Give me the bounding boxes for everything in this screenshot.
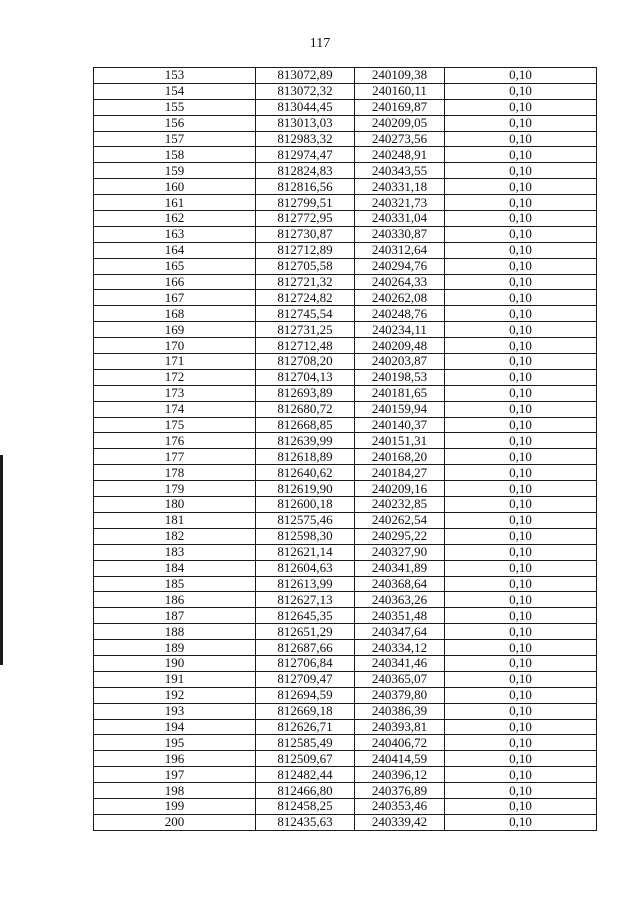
- y-coordinate-cell: 240331,18: [355, 179, 445, 195]
- point-number-cell: 182: [94, 528, 256, 544]
- table-row: [94, 798, 597, 814]
- y-coordinate-cell: 240295,22: [355, 528, 445, 544]
- accuracy-cell: 0,10: [445, 401, 597, 417]
- accuracy-cell: 0,10: [445, 417, 597, 433]
- x-coordinate-cell: 813013,03: [256, 115, 355, 131]
- x-coordinate-cell: 812704,13: [256, 369, 355, 385]
- x-coordinate-cell: 812974,47: [256, 147, 355, 163]
- table-row: [94, 687, 597, 703]
- table-row: [94, 528, 597, 544]
- x-coordinate-cell: 812772,95: [256, 211, 355, 227]
- accuracy-cell: 0,10: [445, 274, 597, 290]
- y-coordinate-cell: 240341,89: [355, 560, 445, 576]
- point-number-cell: 184: [94, 560, 256, 576]
- accuracy-cell: 0,10: [445, 544, 597, 560]
- accuracy-cell: 0,10: [445, 68, 597, 84]
- x-coordinate-cell: 812575,46: [256, 512, 355, 528]
- point-number-cell: 174: [94, 401, 256, 417]
- table-row: [94, 163, 597, 179]
- point-number-cell: 187: [94, 608, 256, 624]
- x-coordinate-cell: 812745,54: [256, 306, 355, 322]
- y-coordinate-cell: 240209,05: [355, 115, 445, 131]
- table-row: [94, 290, 597, 306]
- table-row: [94, 83, 597, 99]
- x-coordinate-cell: 813072,32: [256, 83, 355, 99]
- accuracy-cell: 0,10: [445, 481, 597, 497]
- x-coordinate-cell: 812598,30: [256, 528, 355, 544]
- point-number-cell: 173: [94, 385, 256, 401]
- y-coordinate-cell: 240414,59: [355, 751, 445, 767]
- point-number-cell: 183: [94, 544, 256, 560]
- accuracy-cell: 0,10: [445, 497, 597, 513]
- point-number-cell: 179: [94, 481, 256, 497]
- point-number-cell: 156: [94, 115, 256, 131]
- y-coordinate-cell: 240248,91: [355, 147, 445, 163]
- x-coordinate-cell: 812613,99: [256, 576, 355, 592]
- accuracy-cell: 0,10: [445, 767, 597, 783]
- y-coordinate-cell: 240363,26: [355, 592, 445, 608]
- point-number-cell: 161: [94, 195, 256, 211]
- point-number-cell: 186: [94, 592, 256, 608]
- y-coordinate-cell: 240321,73: [355, 195, 445, 211]
- y-coordinate-cell: 240294,76: [355, 258, 445, 274]
- point-number-cell: 159: [94, 163, 256, 179]
- y-coordinate-cell: 240273,56: [355, 131, 445, 147]
- y-coordinate-cell: 240341,46: [355, 655, 445, 671]
- table-row: [94, 385, 597, 401]
- x-coordinate-cell: 812640,62: [256, 465, 355, 481]
- accuracy-cell: 0,10: [445, 671, 597, 687]
- accuracy-cell: 0,10: [445, 131, 597, 147]
- table-row: [94, 99, 597, 115]
- point-number-cell: 176: [94, 433, 256, 449]
- table-row: [94, 767, 597, 783]
- point-number-cell: 162: [94, 211, 256, 227]
- x-coordinate-cell: 812721,32: [256, 274, 355, 290]
- point-number-cell: 196: [94, 751, 256, 767]
- y-coordinate-cell: 240198,53: [355, 369, 445, 385]
- table-row: [94, 338, 597, 354]
- x-coordinate-cell: 812712,48: [256, 338, 355, 354]
- accuracy-cell: 0,10: [445, 687, 597, 703]
- y-coordinate-cell: 240184,27: [355, 465, 445, 481]
- table-row: [94, 401, 597, 417]
- y-coordinate-cell: 240160,11: [355, 83, 445, 99]
- x-coordinate-cell: 813072,89: [256, 68, 355, 84]
- accuracy-cell: 0,10: [445, 242, 597, 258]
- accuracy-cell: 0,10: [445, 211, 597, 227]
- x-coordinate-cell: 812600,18: [256, 497, 355, 513]
- point-number-cell: 194: [94, 719, 256, 735]
- accuracy-cell: 0,10: [445, 306, 597, 322]
- y-coordinate-cell: 240347,64: [355, 624, 445, 640]
- x-coordinate-cell: 812693,89: [256, 385, 355, 401]
- point-number-cell: 199: [94, 798, 256, 814]
- table-row: [94, 242, 597, 258]
- y-coordinate-cell: 240159,94: [355, 401, 445, 417]
- y-coordinate-cell: 240262,54: [355, 512, 445, 528]
- x-coordinate-cell: 812645,35: [256, 608, 355, 624]
- point-number-cell: 185: [94, 576, 256, 592]
- point-number-cell: 157: [94, 131, 256, 147]
- table-row: [94, 783, 597, 799]
- accuracy-cell: 0,10: [445, 798, 597, 814]
- point-number-cell: 181: [94, 512, 256, 528]
- coordinates-table-body: [94, 68, 597, 831]
- table-row: [94, 560, 597, 576]
- accuracy-cell: 0,10: [445, 655, 597, 671]
- x-coordinate-cell: 812669,18: [256, 703, 355, 719]
- accuracy-cell: 0,10: [445, 512, 597, 528]
- y-coordinate-cell: 240140,37: [355, 417, 445, 433]
- x-coordinate-cell: 812731,25: [256, 322, 355, 338]
- table-row: [94, 735, 597, 751]
- y-coordinate-cell: 240376,89: [355, 783, 445, 799]
- point-number-cell: 191: [94, 671, 256, 687]
- accuracy-cell: 0,10: [445, 783, 597, 799]
- y-coordinate-cell: 240209,48: [355, 338, 445, 354]
- y-coordinate-cell: 240209,16: [355, 481, 445, 497]
- y-coordinate-cell: 240353,46: [355, 798, 445, 814]
- table-row: [94, 322, 597, 338]
- y-coordinate-cell: 240368,64: [355, 576, 445, 592]
- point-number-cell: 166: [94, 274, 256, 290]
- x-coordinate-cell: 812730,87: [256, 226, 355, 242]
- x-coordinate-cell: 812466,80: [256, 783, 355, 799]
- x-coordinate-cell: 812619,90: [256, 481, 355, 497]
- point-number-cell: 158: [94, 147, 256, 163]
- accuracy-cell: 0,10: [445, 115, 597, 131]
- point-number-cell: 170: [94, 338, 256, 354]
- y-coordinate-cell: 240386,39: [355, 703, 445, 719]
- coordinates-table: [93, 67, 597, 831]
- x-coordinate-cell: 812687,66: [256, 640, 355, 656]
- accuracy-cell: 0,10: [445, 528, 597, 544]
- x-coordinate-cell: 812706,84: [256, 655, 355, 671]
- x-coordinate-cell: 812639,99: [256, 433, 355, 449]
- table-row: [94, 417, 597, 433]
- x-coordinate-cell: 812651,29: [256, 624, 355, 640]
- table-row: [94, 195, 597, 211]
- accuracy-cell: 0,10: [445, 385, 597, 401]
- point-number-cell: 195: [94, 735, 256, 751]
- accuracy-cell: 0,10: [445, 354, 597, 370]
- point-number-cell: 180: [94, 497, 256, 513]
- table-row: [94, 640, 597, 656]
- table-row: [94, 481, 597, 497]
- y-coordinate-cell: 240339,42: [355, 814, 445, 830]
- point-number-cell: 172: [94, 369, 256, 385]
- table-row: [94, 751, 597, 767]
- accuracy-cell: 0,10: [445, 369, 597, 385]
- accuracy-cell: 0,10: [445, 719, 597, 735]
- point-number-cell: 160: [94, 179, 256, 195]
- accuracy-cell: 0,10: [445, 751, 597, 767]
- accuracy-cell: 0,10: [445, 83, 597, 99]
- accuracy-cell: 0,10: [445, 179, 597, 195]
- accuracy-cell: 0,10: [445, 814, 597, 830]
- accuracy-cell: 0,10: [445, 290, 597, 306]
- point-number-cell: 188: [94, 624, 256, 640]
- point-number-cell: 190: [94, 655, 256, 671]
- point-number-cell: 165: [94, 258, 256, 274]
- point-number-cell: 175: [94, 417, 256, 433]
- accuracy-cell: 0,10: [445, 640, 597, 656]
- x-coordinate-cell: 812816,56: [256, 179, 355, 195]
- point-number-cell: 198: [94, 783, 256, 799]
- y-coordinate-cell: 240331,04: [355, 211, 445, 227]
- table-row: [94, 497, 597, 513]
- table-row: [94, 624, 597, 640]
- y-coordinate-cell: 240351,48: [355, 608, 445, 624]
- point-number-cell: 178: [94, 465, 256, 481]
- accuracy-cell: 0,10: [445, 338, 597, 354]
- y-coordinate-cell: 240203,87: [355, 354, 445, 370]
- y-coordinate-cell: 240234,11: [355, 322, 445, 338]
- accuracy-cell: 0,10: [445, 163, 597, 179]
- point-number-cell: 197: [94, 767, 256, 783]
- y-coordinate-cell: 240151,31: [355, 433, 445, 449]
- table-row: [94, 671, 597, 687]
- table-row: [94, 131, 597, 147]
- x-coordinate-cell: 812709,47: [256, 671, 355, 687]
- accuracy-cell: 0,10: [445, 703, 597, 719]
- point-number-cell: 164: [94, 242, 256, 258]
- table-row: [94, 115, 597, 131]
- y-coordinate-cell: 240312,64: [355, 242, 445, 258]
- table-row: [94, 512, 597, 528]
- y-coordinate-cell: 240232,85: [355, 497, 445, 513]
- x-coordinate-cell: 812626,71: [256, 719, 355, 735]
- table-row: [94, 68, 597, 84]
- table-row: [94, 354, 597, 370]
- y-coordinate-cell: 240393,81: [355, 719, 445, 735]
- x-coordinate-cell: 812694,59: [256, 687, 355, 703]
- point-number-cell: 163: [94, 226, 256, 242]
- table-row: [94, 465, 597, 481]
- accuracy-cell: 0,10: [445, 322, 597, 338]
- accuracy-cell: 0,10: [445, 433, 597, 449]
- table-row: [94, 211, 597, 227]
- y-coordinate-cell: 240365,07: [355, 671, 445, 687]
- y-coordinate-cell: 240168,20: [355, 449, 445, 465]
- table-row: [94, 306, 597, 322]
- y-coordinate-cell: 240169,87: [355, 99, 445, 115]
- table-row: [94, 576, 597, 592]
- point-number-cell: 192: [94, 687, 256, 703]
- table-row: [94, 719, 597, 735]
- table-row: [94, 655, 597, 671]
- accuracy-cell: 0,10: [445, 449, 597, 465]
- accuracy-cell: 0,10: [445, 147, 597, 163]
- point-number-cell: 177: [94, 449, 256, 465]
- table-row: [94, 179, 597, 195]
- point-number-cell: 189: [94, 640, 256, 656]
- table-row: [94, 274, 597, 290]
- table-row: [94, 703, 597, 719]
- accuracy-cell: 0,10: [445, 465, 597, 481]
- accuracy-cell: 0,10: [445, 608, 597, 624]
- table-row: [94, 226, 597, 242]
- x-coordinate-cell: 812824,83: [256, 163, 355, 179]
- x-coordinate-cell: 812604,63: [256, 560, 355, 576]
- x-coordinate-cell: 812680,72: [256, 401, 355, 417]
- x-coordinate-cell: 812621,14: [256, 544, 355, 560]
- x-coordinate-cell: 812482,44: [256, 767, 355, 783]
- table-row: [94, 814, 597, 830]
- x-coordinate-cell: 812435,63: [256, 814, 355, 830]
- x-coordinate-cell: 812585,49: [256, 735, 355, 751]
- point-number-cell: 171: [94, 354, 256, 370]
- x-coordinate-cell: 813044,45: [256, 99, 355, 115]
- accuracy-cell: 0,10: [445, 258, 597, 274]
- x-coordinate-cell: 812509,67: [256, 751, 355, 767]
- point-number-cell: 200: [94, 814, 256, 830]
- page-number: 117: [309, 36, 331, 51]
- table-row: [94, 592, 597, 608]
- table-row: [94, 433, 597, 449]
- scan-edge-mark: [0, 455, 3, 665]
- accuracy-cell: 0,10: [445, 560, 597, 576]
- point-number-cell: 168: [94, 306, 256, 322]
- accuracy-cell: 0,10: [445, 735, 597, 751]
- x-coordinate-cell: 812705,58: [256, 258, 355, 274]
- y-coordinate-cell: 240327,90: [355, 544, 445, 560]
- table-row: [94, 608, 597, 624]
- accuracy-cell: 0,10: [445, 226, 597, 242]
- table-row: [94, 369, 597, 385]
- accuracy-cell: 0,10: [445, 99, 597, 115]
- point-number-cell: 154: [94, 83, 256, 99]
- point-number-cell: 193: [94, 703, 256, 719]
- y-coordinate-cell: 240343,55: [355, 163, 445, 179]
- point-number-cell: 155: [94, 99, 256, 115]
- point-number-cell: 169: [94, 322, 256, 338]
- y-coordinate-cell: 240334,12: [355, 640, 445, 656]
- table-row: [94, 449, 597, 465]
- point-number-cell: 167: [94, 290, 256, 306]
- table-row: [94, 258, 597, 274]
- y-coordinate-cell: 240406,72: [355, 735, 445, 751]
- x-coordinate-cell: 812712,89: [256, 242, 355, 258]
- accuracy-cell: 0,10: [445, 576, 597, 592]
- table-row: [94, 147, 597, 163]
- x-coordinate-cell: 812668,85: [256, 417, 355, 433]
- y-coordinate-cell: 240264,33: [355, 274, 445, 290]
- table-row: [94, 544, 597, 560]
- y-coordinate-cell: 240379,80: [355, 687, 445, 703]
- y-coordinate-cell: 240181,65: [355, 385, 445, 401]
- y-coordinate-cell: 240396,12: [355, 767, 445, 783]
- x-coordinate-cell: 812627,13: [256, 592, 355, 608]
- y-coordinate-cell: 240248,76: [355, 306, 445, 322]
- y-coordinate-cell: 240330,87: [355, 226, 445, 242]
- accuracy-cell: 0,10: [445, 624, 597, 640]
- x-coordinate-cell: 812458,25: [256, 798, 355, 814]
- x-coordinate-cell: 812708,20: [256, 354, 355, 370]
- y-coordinate-cell: 240109,38: [355, 68, 445, 84]
- accuracy-cell: 0,10: [445, 195, 597, 211]
- x-coordinate-cell: 812799,51: [256, 195, 355, 211]
- point-number-cell: 153: [94, 68, 256, 84]
- y-coordinate-cell: 240262,08: [355, 290, 445, 306]
- x-coordinate-cell: 812724,82: [256, 290, 355, 306]
- accuracy-cell: 0,10: [445, 592, 597, 608]
- x-coordinate-cell: 812618,89: [256, 449, 355, 465]
- x-coordinate-cell: 812983,32: [256, 131, 355, 147]
